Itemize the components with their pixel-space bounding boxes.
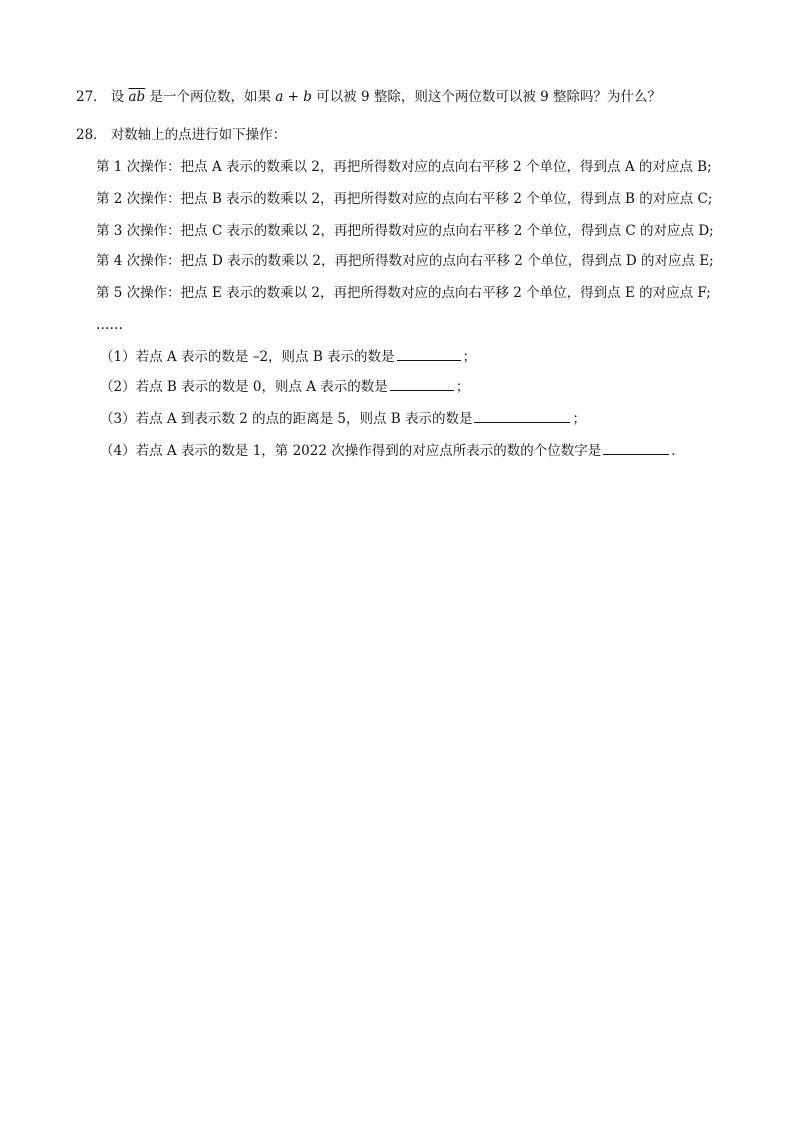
question-28 (76, 126, 286, 144)
answer-blank[interactable] (390, 376, 454, 391)
ellipsis: …… (96, 317, 123, 333)
question-text: 可以被 9 整除，则这个两位数可以被 9 整除吗？为什么？ (316, 89, 662, 105)
punctuation: ； (462, 349, 477, 365)
sub-question-4 (100, 440, 676, 460)
sub-question-text: （3）若点 A 到表示数 2 的点的距离是 5，则点 B 表示的数是 (100, 411, 473, 427)
question-text: 是一个两位数，如果 (149, 89, 271, 105)
question-number: 28． (76, 127, 107, 143)
punctuation: ； (572, 411, 586, 427)
sub-question-3 (100, 408, 586, 428)
operation-line: 第 2 次操作：把点 B 表示的数乘以 2，再把所得数对应的点向右平移 2 个单位，得到点 B 的对应点 C; (96, 191, 713, 207)
question-27 (76, 88, 661, 106)
answer-blank[interactable] (397, 346, 461, 361)
sub-question-text: （4）若点 A 表示的数是 1，第 2022 次操作得到的对应点所表示的数的个位数字是 (100, 443, 602, 459)
overline-expression: $\overline{ab}$ (128, 89, 146, 105)
answer-blank[interactable] (474, 408, 570, 423)
sub-question-2 (100, 376, 469, 396)
question-text: 设 (110, 89, 125, 105)
operation-line: 第 1 次操作：把点 A 表示的数乘以 2，再把所得数对应的点向右平移 2 个单位，得到点 A 的对应点 B; (96, 159, 712, 175)
punctuation: ； (455, 379, 470, 395)
operation-line: 第 3 次操作：把点 C 表示的数乘以 2，再把所得数对应的点向右平移 2 个单位，得到点 C 的对应点 D; (96, 223, 714, 239)
question-intro: 对数轴上的点进行如下操作： (110, 127, 287, 143)
punctuation: . (671, 443, 676, 459)
answer-blank[interactable] (603, 440, 669, 455)
sub-question-1 (100, 346, 476, 366)
operation-line: 第 4 次操作：把点 D 表示的数乘以 2，再把所得数对应的点向右平移 2 个单位，得到点 D 的对应点 E; (96, 253, 714, 269)
operation-line: 第 5 次操作：把点 E 表示的数乘以 2，再把所得数对应的点向右平移 2 个单位，得到点 E 的对应点 F; (96, 285, 711, 301)
question-number: 27． (76, 89, 107, 105)
sub-question-text: （2）若点 B 表示的数是 0，则点 A 表示的数是 (100, 379, 388, 395)
math-expression: a + b (275, 89, 312, 105)
sub-question-text: （1）若点 A 表示的数是 –2，则点 B 表示的数是 (100, 349, 395, 365)
